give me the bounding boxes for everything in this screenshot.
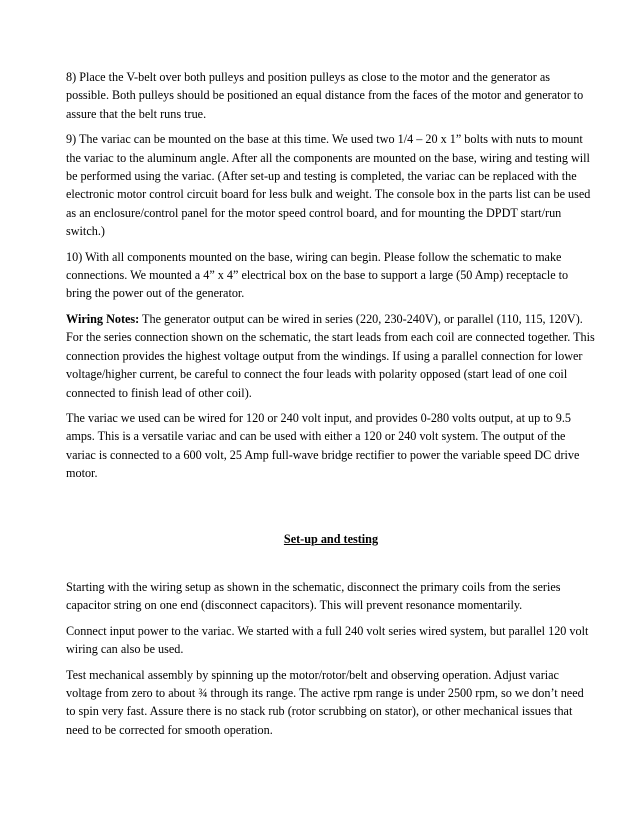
setup-paragraph-1: Starting with the wiring setup as shown in the schematic, disconnect the primary coils from the series capacitor string on one end (disconnect capacitors). This will prevent resonance momentarily.: [66, 579, 561, 613]
wiring-notes-text: The generator output can be wired in series (220, 230-240V), or parallel (110, 115, 120V). For the series connection shown on the schematic, the start leads from each coil are connected together. This connection provides the highest voltage output from the windings. If using a parallel connection for lower voltage/higher current, be careful to connect the four leads with polarity opposed (start lead of one coil connected to finish lead of other coil).: [66, 311, 595, 400]
document-body: [66, 68, 596, 746]
step-8-paragraph: 8) Place the V-belt over both pulleys and position pulleys as close to the motor and the generator as possible. Both pulleys should be positioned an equal distance from the faces of the motor and generator to assure that the belt runs true.: [66, 70, 584, 121]
variac-wiring-paragraph: The variac we used can be wired for 120 or 240 volt input, and provides 0-280 volts output, at up to 9.5 amps. This is a versatile variac and can be used with either a 120 or 240 volt system. The output of the variac is connected to a 600 volt, 25 Amp full-wave bridge rectifier to power the variable speed DC drive motor.: [66, 410, 580, 481]
setup-paragraph-2: Connect input power to the variac. We started with a full 240 volt series wired system, but parallel 120 volt wiring can also be used.: [66, 623, 589, 657]
wiring-notes-paragraph: [66, 310, 596, 402]
step-9-paragraph: 9) The variac can be mounted on the base at this time. We used two 1/4 – 20 x 1” bolts with nuts to mount the variac to the aluminum angle. After all the components are mounted on the base, wiring and testing will be performed using the variac. (After set-up and testing is completed, the variac can be replaced with the electronic motor control circuit board for less bulk and weight. The console box in the parts list can be used as an enclosure/control panel for the motor speed control board, and for mounting the DPDT start/run switch.): [66, 132, 591, 239]
section-heading: Set-up and testing: [283, 531, 379, 546]
step-10-paragraph: 10) With all components mounted on the base, wiring can begin. Please follow the schematic to make connections. We mounted a 4” x 4” electrical box on the base to support a large (50 Amp) receptacle to bring the power out of the generator.: [66, 249, 569, 301]
setup-paragraph-3: Test mechanical assembly by spinning up the motor/rotor/belt and observing operation. Adjust variac voltage from zero to about ¾ through its range. The active rpm range is under 2500 rpm, so we don’t need to spin very fast. Assure there is no stack rub (rotor scrubbing on stator), or other mechanical issues that need to be corrected for smooth operation.: [66, 667, 584, 737]
wiring-notes-label: Wiring Notes:: [66, 311, 140, 326]
